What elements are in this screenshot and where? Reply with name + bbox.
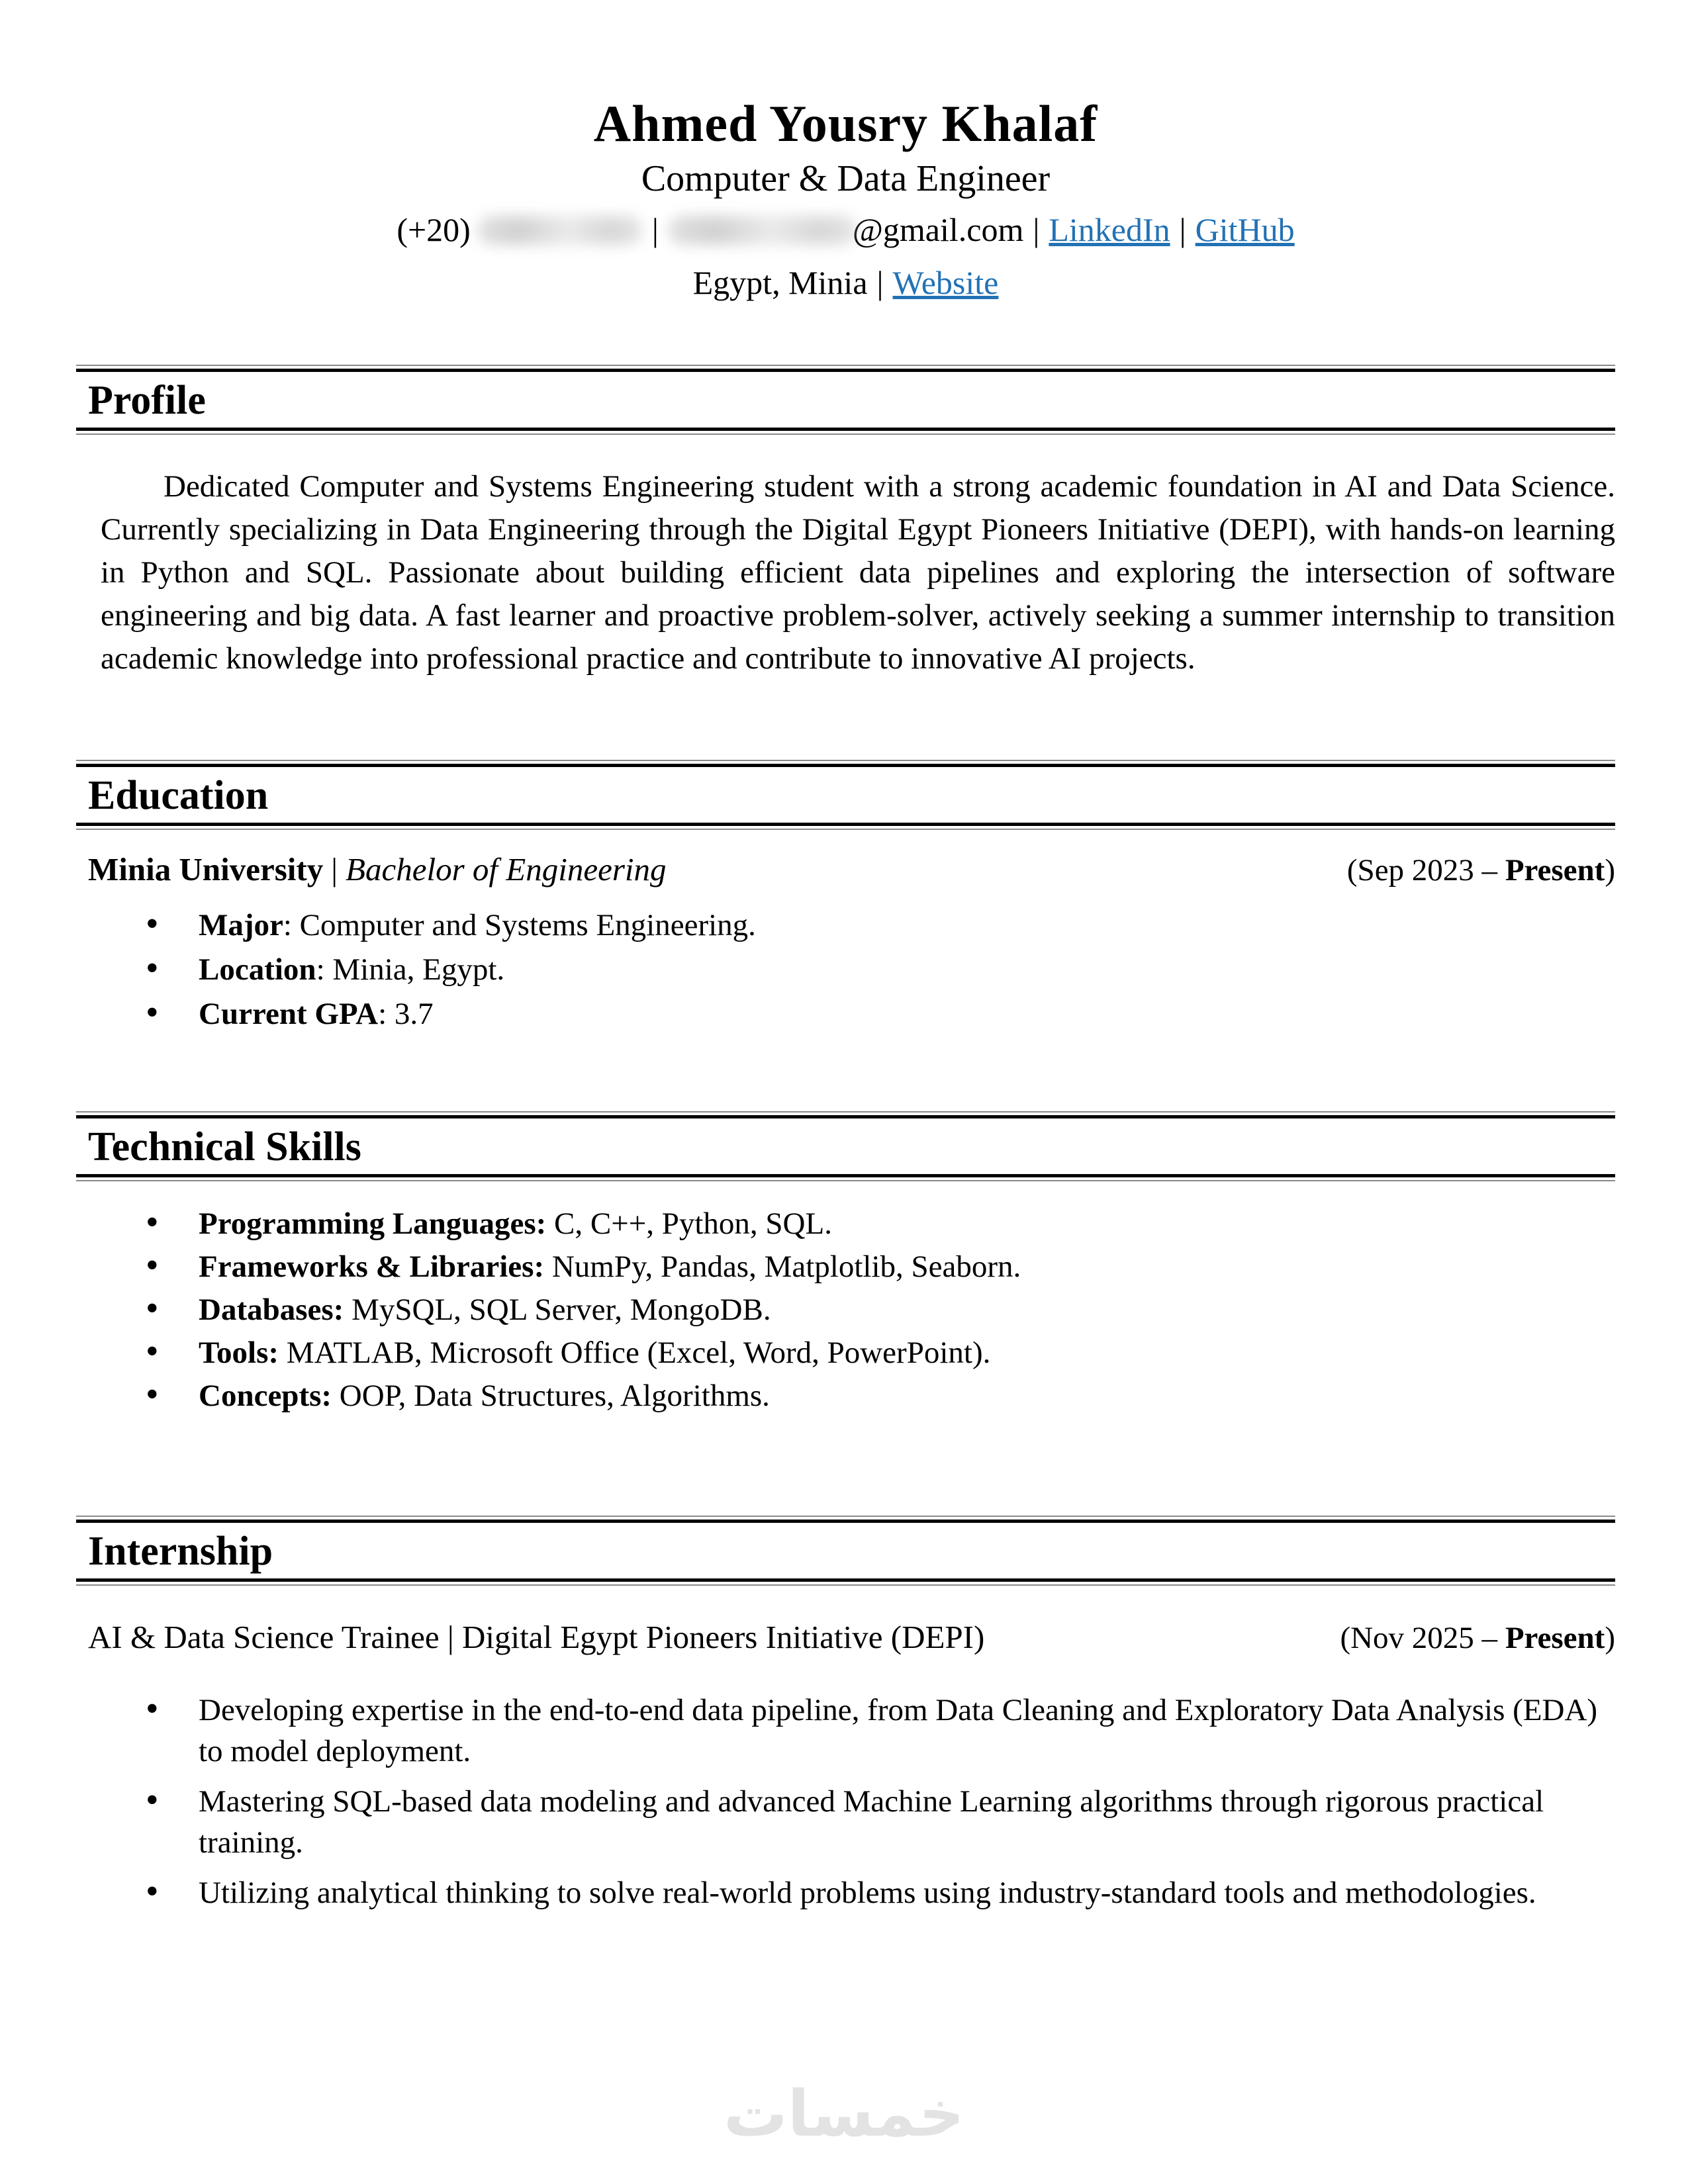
profile-paragraph: Dedicated Computer and Systems Engineering student with a strong academic foundation in AI and Data Science. Currently specializing in Data Engineering through the Digital Egypt Pioneers Initiative (DEPI), with hands-on learning in Python and SQL. Passionate about building efficient data pipelines and exploring the intersection of software engineering and big data. A fast learner and proactive problem-solver, actively seeking a summer internship to transition academic knowledge into professional practice and contribute to innovative AI projects. [101,469,1615,676]
list-item: • Developing expertise in the end-to-end data pipeline, from Data Cleaning and Exploratory Data Analysis (EDA) to model deployment. [76,1690,1615,1772]
section-education [76,760,1615,1036]
education-bullet-text: : Computer and Systems Engineering. [283,908,756,942]
contact-line-1 [76,209,1615,250]
khamsat-watermark: خمسات [724,2077,964,2151]
education-bullet-label: Current GPA [199,997,379,1031]
section-rule-top [76,1111,1615,1118]
linkedin-link[interactable]: LinkedIn [1049,211,1170,248]
list-item [76,1332,1615,1375]
education-date-close: ) [1605,853,1615,887]
skill-text: NumPy, Pandas, Matplotlib, Seaborn. [544,1250,1021,1284]
skill-label: Databases: [199,1293,344,1327]
divider: | [651,211,659,248]
section-rule-bottom [76,1578,1615,1586]
list-item [76,1246,1615,1289]
internship-date [1340,1618,1615,1658]
internship-date-present: Present [1505,1621,1605,1655]
divider: | [1179,211,1186,248]
candidate-title: Computer & Data Engineer [641,158,1051,199]
internship-heading: Internship [88,1529,273,1574]
internship-date-close: ) [1605,1621,1615,1655]
education-bullet-text: : 3.7 [378,997,434,1031]
phone-prefix: (+20) [397,211,471,248]
education-heading: Education [88,773,269,818]
skills-bullet-list [76,1203,1615,1418]
section-internship [76,1516,1615,1913]
section-rule-bottom [76,1174,1615,1181]
divider: | [876,264,884,301]
section-profile [76,365,1615,680]
education-entry-header [88,850,1615,890]
section-rule-bottom [76,428,1615,435]
email-domain: @gmail.com [852,211,1024,248]
website-link[interactable]: Website [892,264,999,301]
education-date [1347,850,1615,890]
skills-heading: Technical Skills [88,1124,361,1169]
education-entry-title [88,850,667,889]
phone-redacted-smudge [477,216,643,245]
internship-entry-header [88,1617,1615,1658]
internship-bullet-list [76,1690,1615,1913]
divider: | [1033,211,1040,248]
skill-label: Programming Languages: [199,1206,547,1241]
list-item: • Utilizing analytical thinking to solve real-world problems using industry-standard tools and methodologies. [76,1872,1615,1913]
education-bullet-label: Major [199,908,283,942]
section-rule-top [76,760,1615,767]
skill-text: MySQL, SQL Server, MongoDB. [344,1293,771,1327]
list-item: • Mastering SQL-based data modeling and advanced Machine Learning algorithms through rigorous practical training. [76,1781,1615,1863]
education-institution: Minia University [88,851,324,887]
internship-date-range: (Nov 2025 – [1340,1621,1505,1655]
list-item [76,948,1615,992]
github-link[interactable]: GitHub [1195,211,1295,248]
section-rule-top [76,1516,1615,1523]
skill-label: Tools: [199,1336,279,1370]
skill-text: OOP, Data Structures, Algorithms. [332,1379,770,1413]
skill-text: MATLAB, Microsoft Office (Excel, Word, PowerPoint). [279,1336,991,1370]
education-bullet-list [76,903,1615,1036]
skill-label: Concepts: [199,1379,332,1413]
resume-header [76,95,1615,303]
list-item [76,992,1615,1036]
skill-text: C, C++, Python, SQL. [546,1206,832,1241]
contact-line-2 [76,262,1615,303]
education-date-present: Present [1505,853,1605,887]
divider: | [331,851,338,887]
profile-heading: Profile [88,378,206,423]
section-rule-bottom [76,823,1615,830]
list-item [76,1289,1615,1332]
list-item [76,1203,1615,1246]
education-date-range: (Sep 2023 – [1346,853,1505,887]
list-item [76,903,1615,948]
skill-label: Frameworks & Libraries: [199,1250,545,1284]
education-degree: Bachelor of Engineering [346,851,667,887]
internship-role: AI & Data Science Trainee | Digital Egypt Pioneers Initiative (DEPI) [88,1619,985,1655]
list-item [76,1375,1615,1418]
section-technical-skills [76,1111,1615,1418]
education-bullet-text: : Minia, Egypt. [316,952,505,987]
education-bullet-label: Location [199,952,316,987]
section-rule-top [76,365,1615,372]
email-redacted-smudge [668,216,857,245]
location-text: Egypt, Minia [692,264,868,301]
candidate-name: Ahmed Yousry Khalaf [593,95,1098,152]
